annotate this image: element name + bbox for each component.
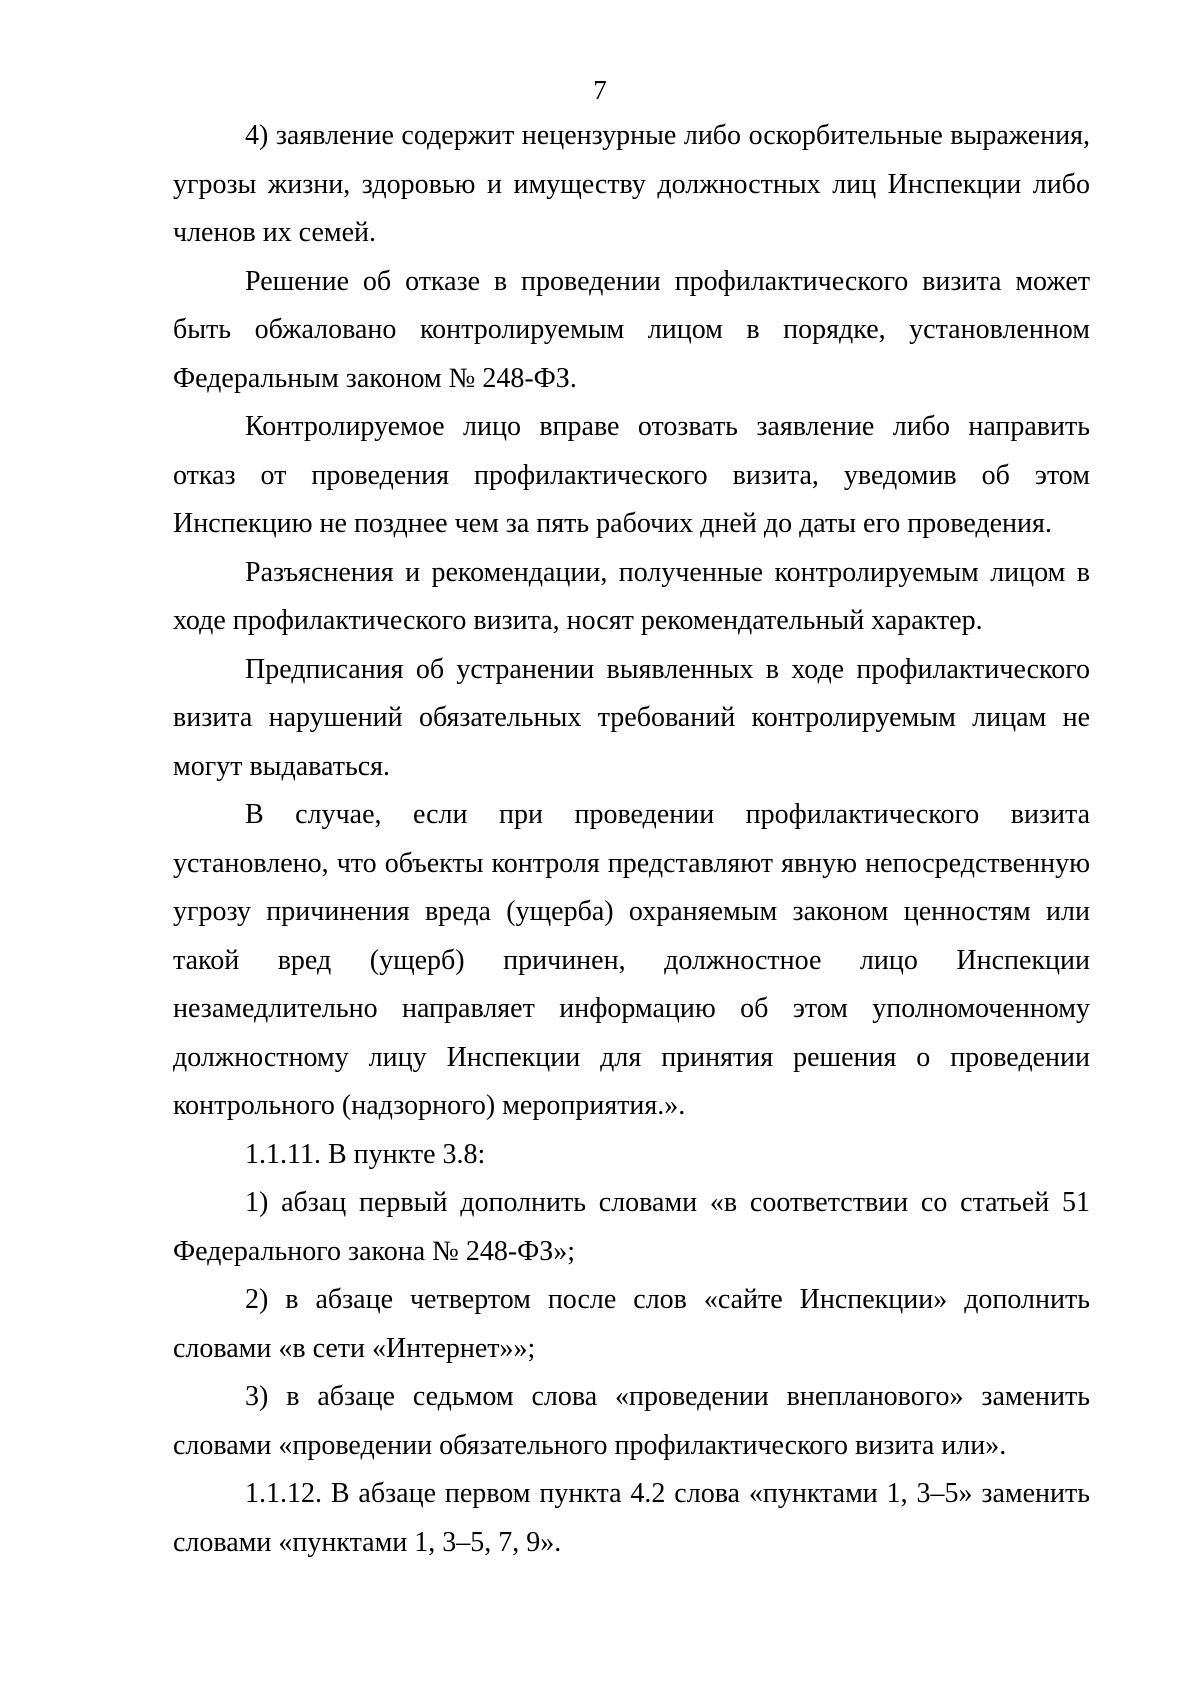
paragraph-threat-case: В случае, если при проведении профилактического визита установлено, что объекты контроля представляют явную непосредственную угрозу причинения вреда (ущерба) охраняемым законом ценностям или такой вред (ущерб) причинен, должностное лицо Инспекции незамедлительно направляет информацию об этом уполномоченному должностному лицу Инспекции для принятия решения о проведении контрольного (надзорного) мероприятия.». [173, 799, 1090, 1121]
paragraph-prescriptions: Предписания об устранении выявленных в ходе профилактического визита нарушений обязательных требований контролируемым лицам не могут выдаваться. [173, 653, 1090, 782]
paragraph-subclause-3: 3) в абзаце седьмом слова «проведении внепланового» заменить словами «проведении обязательного профилактического визита или». [173, 1381, 1090, 1461]
paragraph-refusal-appeal: Решение об отказе в проведении профилактического визита может быть обжаловано контролируемым лицом в порядке, установленном Федеральным законом № 248-ФЗ. [173, 265, 1090, 394]
page-number: 7 [593, 75, 607, 105]
paragraph-clause-1-1-11: 1.1.11. В пункте 3.8: [245, 1138, 486, 1170]
document-body [173, 112, 1090, 1567]
paragraph-item-4-clause: 4) заявление содержит нецензурные либо оскорбительные выражения, угрозы жизни, здоровью и имуществу должностных лиц Инспекции либо членов их семей. [173, 120, 1090, 248]
paragraph-subclause-2: 2) в абзаце четвертом после слов «сайте Инспекции» дополнить словами «в сети «Интернет»»; [173, 1284, 1090, 1364]
paragraph-withdraw-application: Контролируемое лицо вправе отозвать заявление либо направить отказ от проведения профилактического визита, уведомив об этом Инспекцию не позднее чем за пять рабочих дней до даты его проведения. [173, 411, 1090, 539]
paragraph-subclause-1: 1) абзац первый дополнить словами «в соответствии со статьей 51 Федерального закона № 248-ФЗ»; [173, 1187, 1090, 1267]
paragraph-clause-1-1-12: 1.1.12. В абзаце первом пункта 4.2 слова «пунктами 1, 3–5» заменить словами «пунктами 1, 3–5, 7, 9». [173, 1478, 1090, 1558]
paragraph-recommendations: Разъяснения и рекомендации, полученные контролируемым лицом в ходе профилактического визита, носят рекомендательный характер. [173, 556, 1090, 636]
